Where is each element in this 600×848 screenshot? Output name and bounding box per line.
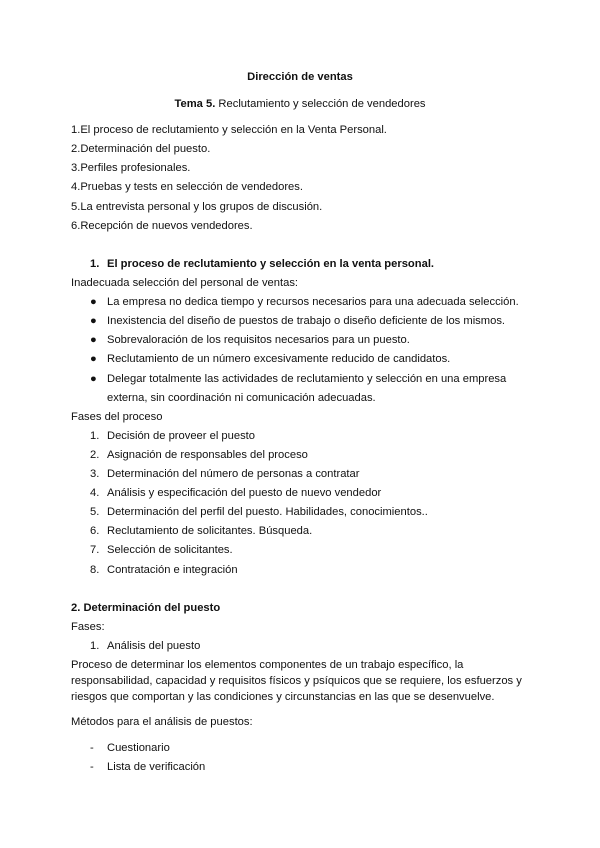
section1-intro: Inadecuada selección del personal de ventas: <box>71 277 299 289</box>
toc-item: 5.La entrevista personal y los grupos de discusión. <box>71 201 323 213</box>
list-number: 8. <box>90 564 100 576</box>
list-number: 2. <box>90 449 100 461</box>
phases-label: Fases del proceso <box>71 411 163 423</box>
phase-item: Decisión de proveer el puesto <box>107 430 256 442</box>
bullet-item: Reclutamiento de un número excesivamente reducido de candidatos. <box>107 353 451 365</box>
phase-item: Asignación de responsables del proceso <box>107 449 308 461</box>
methods-label: Métodos para el análisis de puestos: <box>71 716 253 728</box>
bullet-item: Sobrevaloración de los requisitos necesarios para un puesto. <box>107 334 410 346</box>
paragraph-line: riesgos que comportan y las condiciones y circunstancias en las que se desenvuelve. <box>71 691 495 703</box>
subtitle-topic-number: Tema 5. <box>174 98 216 110</box>
section2-heading: 2. Determinación del puesto <box>71 602 221 614</box>
bullet-icon: ● <box>90 373 97 385</box>
dash-icon: - <box>90 742 94 754</box>
bullet-icon: ● <box>90 296 97 308</box>
phase-item: Análisis y especificación del puesto de nuevo vendedor <box>107 487 382 499</box>
section2-phase-item: Análisis del puesto <box>107 640 201 652</box>
list-number: 3. <box>90 468 100 480</box>
list-number: 6. <box>90 525 100 537</box>
phase-item: Reclutamiento de solicitantes. Búsqueda. <box>107 525 313 537</box>
list-number: 7. <box>90 544 100 556</box>
paragraph-line: responsabilidad, capacidad y requisitos físicos y psíquicos que se requiere, los esfuerzos y <box>71 675 522 687</box>
toc-item: 6.Recepción de nuevos vendedores. <box>71 220 253 232</box>
dash-icon: - <box>90 761 94 773</box>
bullet-icon: ● <box>90 353 97 365</box>
toc-item: 2.Determinación del puesto. <box>71 143 211 155</box>
document-title: Dirección de ventas <box>247 71 353 83</box>
phase-item: Determinación del perfil del puesto. Habilidades, conocimientos.. <box>107 506 428 518</box>
toc-item: 3.Perfiles profesionales. <box>71 162 191 174</box>
bullet-icon: ● <box>90 334 97 346</box>
section2-phases-label: Fases: <box>71 621 105 633</box>
bullet-item: Inexistencia del diseño de puestos de trabajo o diseño deficiente de los mismos. <box>107 315 506 327</box>
paragraph-line: Proceso de determinar los elementos componentes de un trabajo específico, la <box>71 659 464 671</box>
phase-item: Selección de solicitantes. <box>107 544 233 556</box>
list-number: 1. <box>90 640 100 652</box>
phase-item: Contratación e integración <box>107 564 238 576</box>
method-item: Lista de verificación <box>107 761 206 773</box>
subtitle-topic-name: Reclutamiento y selección de vendedores <box>215 98 426 110</box>
list-number: 1. <box>90 430 100 442</box>
bullet-item-continuation: externa, sin coordinación ni comunicación adecuadas. <box>107 392 376 404</box>
list-number: 4. <box>90 487 100 499</box>
method-item: Cuestionario <box>107 742 170 754</box>
toc-item: 1.El proceso de reclutamiento y selección en la Venta Personal. <box>71 124 387 136</box>
phase-item: Determinación del número de personas a contratar <box>107 468 360 480</box>
bullet-icon: ● <box>90 315 97 327</box>
bullet-item: La empresa no dedica tiempo y recursos necesarios para una adecuada selección. <box>107 296 519 308</box>
list-number: 5. <box>90 506 100 518</box>
toc-item: 4.Pruebas y tests en selección de vendedores. <box>71 181 303 193</box>
section1-number: 1. <box>90 258 100 270</box>
bullet-item: Delegar totalmente las actividades de reclutamiento y selección en una empresa <box>107 373 507 385</box>
document-subtitle <box>0 97 600 112</box>
section1-heading: El proceso de reclutamiento y selección en la venta personal. <box>107 258 435 270</box>
